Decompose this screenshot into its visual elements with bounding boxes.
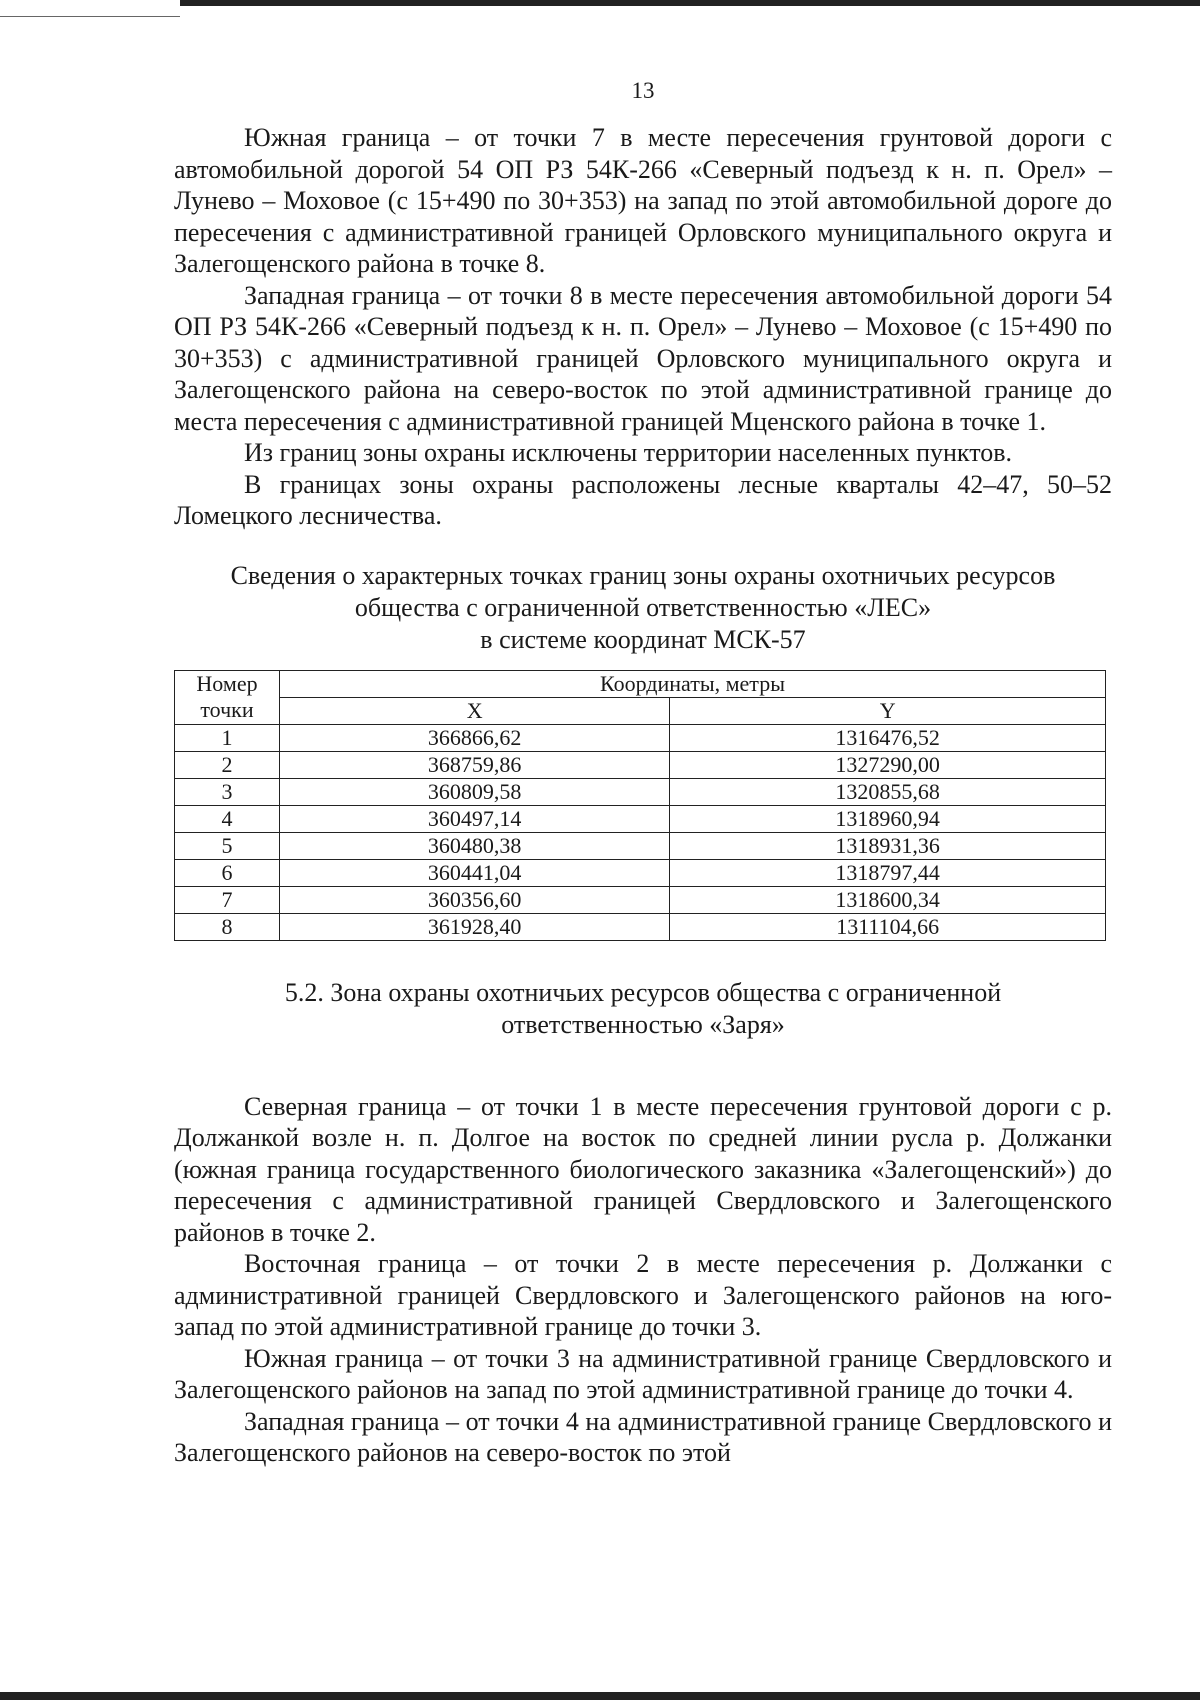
scan-edge-top-thin — [0, 16, 180, 17]
cell-x: 360480,38 — [280, 832, 670, 859]
table-row — [175, 832, 1106, 859]
table-row — [175, 913, 1106, 940]
cell-x: 361928,40 — [280, 913, 670, 940]
header-coordinates: Координаты, метры — [280, 670, 1106, 697]
table-row — [175, 886, 1106, 913]
cell-y: 1316476,52 — [670, 724, 1106, 751]
paragraph-north-border: Северная граница – от точки 1 в месте пересечения грунтовой дороги с р. Должанкой возле н. п. Долгое на восток по средней линии русла р. Должанки (южная граница государственного биологического заказника «Залегощенский») до пересечения с административной границей Свердловского и Залегощенского районов в точке 2. — [174, 1091, 1112, 1247]
coordinates-table — [174, 670, 1106, 941]
cell-y: 1320855,68 — [670, 778, 1106, 805]
scan-edge-top — [180, 0, 1200, 6]
paragraph-forest-quarters: В границах зоны охраны расположены лесные кварталы 42–47, 50–52 Ломецкого лесничества. — [174, 469, 1112, 530]
header-y: Y — [670, 697, 1106, 724]
header-point-number: Номер точки — [175, 670, 280, 724]
cell-x: 360441,04 — [280, 859, 670, 886]
table-title — [174, 560, 1112, 656]
cell-y: 1318931,36 — [670, 832, 1106, 859]
paragraph-exclusions: Из границ зоны охраны исключены территории населенных пунктов. — [244, 438, 1013, 467]
table-title-line: в системе координат МСК-57 — [480, 624, 806, 654]
document-page — [174, 78, 1112, 1469]
cell-x: 360497,14 — [280, 805, 670, 832]
cell-y: 1318600,34 — [670, 886, 1106, 913]
cell-point-number: 3 — [175, 778, 280, 805]
header-x: X — [280, 697, 670, 724]
cell-x: 366866,62 — [280, 724, 670, 751]
cell-x: 368759,86 — [280, 751, 670, 778]
cell-point-number: 8 — [175, 913, 280, 940]
section-title — [174, 977, 1112, 1041]
cell-point-number: 7 — [175, 886, 280, 913]
paragraph-east-border: Восточная граница – от точки 2 в месте пересечения р. Должанки с административной границей Свердловского и Залегощенского районов на юго-запад по этой административной границе до точки 3. — [174, 1249, 1112, 1341]
table-title-line: общества с ограниченной ответственностью «ЛЕС» — [354, 592, 932, 622]
paragraph-south-border: Южная граница – от точки 7 в месте пересечения грунтовой дороги с автомобильной дорогой 54 ОП РЗ 54К-266 «Северный подъезд к н. п. Орел» – Лунево – Моховое (с 15+490 по 30+353) на запад по этой автомобильной дороге до пересечения с административной границей Орловского муниципального округа и Залегощенского района в точке 8. — [174, 123, 1112, 278]
table-row — [175, 859, 1106, 886]
cell-point-number: 5 — [175, 832, 280, 859]
table-title-line: Сведения о характерных точках границ зоны охраны охотничьих ресурсов — [230, 560, 1056, 590]
table-row — [175, 778, 1106, 805]
cell-point-number: 2 — [175, 751, 280, 778]
paragraph-south-border-zarya: Южная граница – от точки 3 на административной границе Свердловского и Залегощенского районов на запад по этой административной границе до точки 4. — [174, 1343, 1112, 1404]
page-number: 13 — [631, 78, 655, 103]
scan-edge-bottom — [0, 1692, 1200, 1700]
section-title-line: ответственностью «Заря» — [501, 1009, 785, 1039]
cell-point-number: 1 — [175, 724, 280, 751]
section-title-line: 5.2. Зона охраны охотничьих ресурсов общества с ограниченной — [284, 977, 1002, 1007]
cell-point-number: 4 — [175, 805, 280, 832]
paragraph-west-border: Западная граница – от точки 8 в месте пересечения автомобильной дороги 54 ОП РЗ 54К-266 «Северный подъезд к н. п. Орел» – Лунево – Моховое (с 15+490 по 30+353) с административной границей Орловского муниципального округа и Залегощенского района на северо-восток по этой административной границе до места пересечения с административной границей Мценского района в точке 1. — [174, 280, 1112, 436]
cell-x: 360809,58 — [280, 778, 670, 805]
table-row — [175, 751, 1106, 778]
cell-point-number: 6 — [175, 859, 280, 886]
table-row — [175, 724, 1106, 751]
cell-y: 1327290,00 — [670, 751, 1106, 778]
cell-x: 360356,60 — [280, 886, 670, 913]
cell-y: 1311104,66 — [670, 913, 1106, 940]
table-row — [175, 805, 1106, 832]
cell-y: 1318797,44 — [670, 859, 1106, 886]
cell-y: 1318960,94 — [670, 805, 1106, 832]
paragraph-west-border-zarya: Западная граница – от точки 4 на административной границе Свердловского и Залегощенского районов на северо-восток по этой — [174, 1406, 1112, 1467]
